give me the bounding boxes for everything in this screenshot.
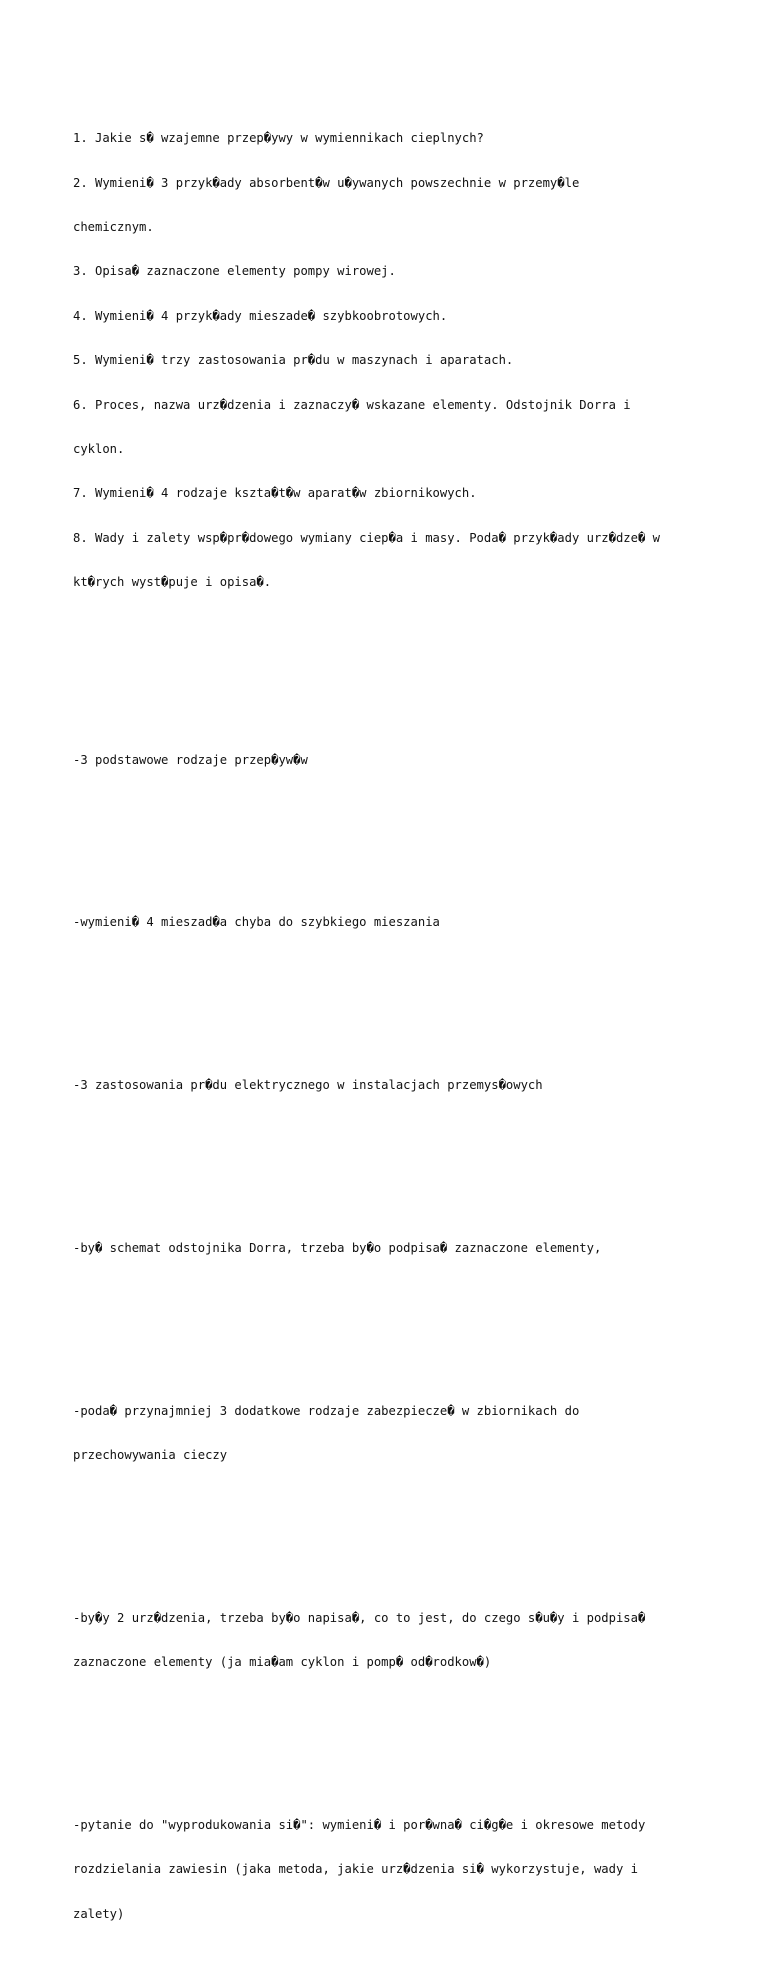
note-block	[73, 1374, 693, 1492]
question-line: kt�rych wyst�puje i opisa�.	[73, 575, 272, 590]
note-line: -pytanie do "wyprodukowania si�": wymieni� i por�wna� ci�g�e i okresowe metody	[73, 1818, 646, 1833]
blank-line	[73, 1152, 693, 1167]
note-line: rozdzielania zawiesin (jaka metoda, jakie urz�dzenia si� wykorzystuje, wady i	[73, 1862, 638, 1877]
note-block	[73, 723, 693, 797]
blank-line	[73, 1522, 693, 1537]
note-block	[73, 1211, 693, 1285]
question-line: 4. Wymieni� 4 przyk�ady mieszade� szybkoobrotowych.	[73, 308, 448, 323]
note-line: -poda� przynajmniej 3 dodatkowe rodzaje zabezpiecze� w zbiornikach do	[73, 1403, 580, 1418]
note-line: -3 podstawowe rodzaje przep�yw�w	[73, 752, 308, 767]
note-block	[73, 886, 693, 960]
question-line: 7. Wymieni� 4 rodzaje kszta�t�w aparat�w zbiornikowych.	[73, 486, 477, 501]
note-line: -by� schemat odstojnika Dorra, trzeba by�o podpisa� zaznaczone elementy,	[73, 1240, 602, 1255]
note-block	[73, 1788, 693, 1951]
question-line: 6. Proces, nazwa urz�dzenia i zaznaczy� wskazane elementy. Odstojnik Dorra i	[73, 397, 631, 412]
question-list	[73, 102, 693, 620]
blank-line	[73, 1315, 693, 1330]
blank-line	[73, 664, 693, 679]
question-line: 2. Wymieni� 3 przyk�ady absorbent�w u�ywanych powszechnie w przemy�le	[73, 175, 580, 190]
document-page	[73, 72, 693, 1966]
note-block	[73, 1049, 693, 1123]
question-line: cyklon.	[73, 441, 125, 456]
note-line: zalety)	[73, 1906, 125, 1921]
blank-line	[73, 827, 693, 842]
blank-line	[73, 1729, 693, 1744]
question-line: 5. Wymieni� trzy zastosowania pr�du w maszynach i aparatach.	[73, 353, 514, 368]
note-line: -wymieni� 4 mieszad�a chyba do szybkiego mieszania	[73, 915, 440, 930]
blank-line	[73, 989, 693, 1004]
question-line: 1. Jakie s� wzajemne przep�ywy w wymiennikach cieplnych?	[73, 131, 484, 146]
note-line: -3 zastosowania pr�du elektrycznego w instalacjach przemys�owych	[73, 1078, 543, 1093]
note-line: przechowywania cieczy	[73, 1448, 228, 1463]
note-line: zaznaczone elementy (ja mia�am cyklon i pomp� od�rodkow�)	[73, 1655, 492, 1670]
question-line: 8. Wady i zalety wsp�pr�dowego wymiany ciep�a i masy. Poda� przyk�ady urz�dze� w	[73, 530, 660, 545]
question-line: chemicznym.	[73, 219, 154, 234]
note-block	[73, 1581, 693, 1699]
question-line: 3. Opisa� zaznaczone elementy pompy wirowej.	[73, 264, 396, 279]
note-line: -by�y 2 urz�dzenia, trzeba by�o napisa�, co to jest, do czego s�u�y i podpisa�	[73, 1610, 646, 1625]
